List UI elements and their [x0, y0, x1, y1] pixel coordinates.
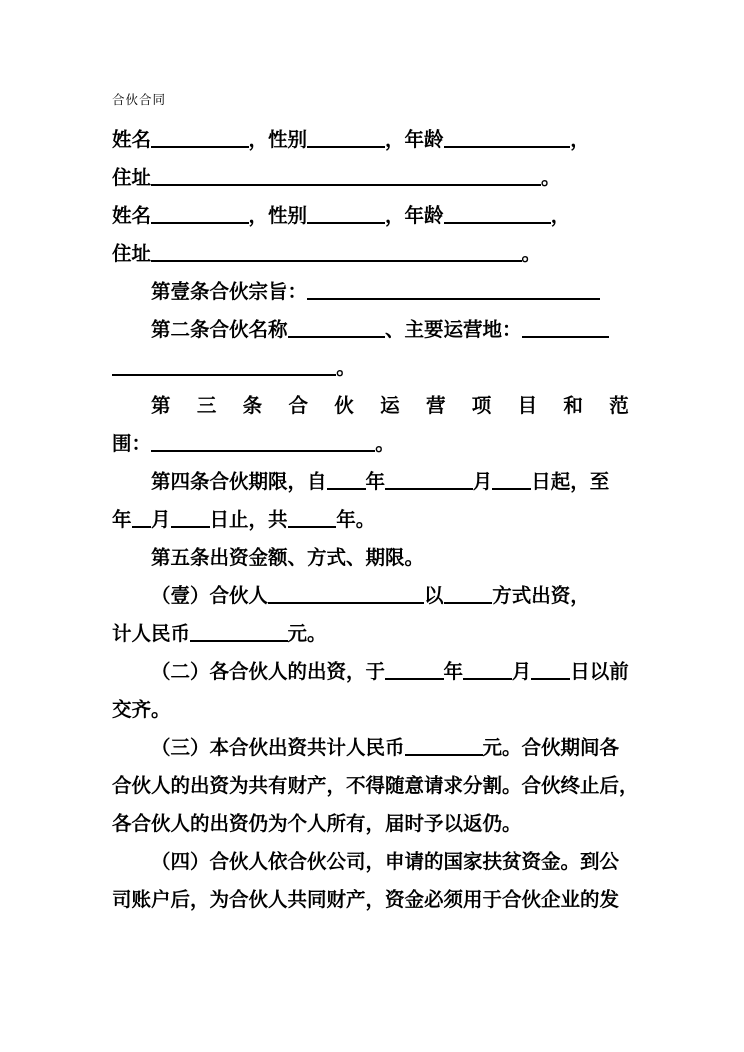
fill-in-blank — [385, 661, 444, 681]
fill-in-blank — [288, 319, 386, 339]
fill-in-blank — [268, 585, 424, 605]
fill-in-blank — [307, 205, 385, 225]
fill-in-blank — [463, 661, 512, 681]
document-line: 。 — [112, 350, 634, 388]
document-line: （二）各合伙人的出资，于 年 月 日以前 — [151, 662, 629, 683]
fill-in-blank — [444, 205, 551, 225]
fill-in-blank — [190, 623, 288, 643]
fill-in-blank — [444, 129, 571, 149]
document-line: 第二条合伙名称 、主要运营地： — [112, 312, 634, 350]
document-header-label: 合伙合同 — [112, 93, 167, 107]
document-line: （三）本合伙出资共计人民币 元。合伙期间各 — [151, 738, 620, 759]
fill-in-blank — [522, 319, 610, 339]
fill-in-blank — [327, 471, 366, 491]
document-line: 年 月 日止，共 年。 — [112, 510, 376, 531]
document-line: 合伙人的出资为共有财产，不得随意请求分割。合伙终止后， — [112, 776, 639, 797]
fill-in-blank — [492, 471, 531, 491]
document-line: （四）合伙人依合伙公司，申请的国家扶贫资金。到公 — [151, 852, 620, 873]
document-line: 各合伙人的出资仍为个人所有，届时予以返仍。 — [112, 814, 522, 835]
document-line: 姓名 ，性别 ，年龄 ， — [112, 206, 571, 227]
document-line: 第壹条合伙宗旨： — [112, 274, 634, 312]
document-body — [112, 122, 656, 920]
document-line: 计人民币 元。 — [112, 624, 327, 645]
fill-in-blank — [307, 281, 600, 301]
fill-in-blank — [151, 167, 541, 187]
fill-in-blank — [307, 129, 385, 149]
fill-in-blank — [288, 509, 337, 529]
fill-in-blank — [112, 357, 336, 377]
document-line: 第三条合伙运营项目和范 — [151, 396, 656, 417]
fill-in-blank — [151, 243, 522, 263]
document-line: 交齐。 — [112, 700, 171, 721]
document-line: 围： 。 — [112, 434, 395, 455]
fill-in-blank — [171, 509, 210, 529]
document-line: 住址 。 — [112, 244, 542, 265]
fill-in-blank — [531, 661, 570, 681]
document-line: 住址 。 — [112, 168, 561, 189]
document-line: 第五条出资金额、方式、期限。 — [151, 548, 425, 569]
document-line: 第四条合伙期限，自 年 月 日起，至 — [151, 472, 610, 493]
fill-in-blank — [132, 509, 152, 529]
document-line: 司账户后，为合伙人共同财产，资金必须用于合伙企业的发 — [112, 890, 620, 911]
document-line: （壹）合伙人 以 方式出资， — [151, 586, 590, 607]
fill-in-blank — [151, 129, 249, 149]
fill-in-blank — [444, 585, 493, 605]
fill-in-blank — [151, 433, 375, 453]
document-line: 姓名 ，性别 ，年龄 ， — [112, 130, 590, 151]
fill-in-blank — [385, 471, 473, 491]
fill-in-blank — [405, 737, 483, 757]
fill-in-blank — [151, 205, 249, 225]
